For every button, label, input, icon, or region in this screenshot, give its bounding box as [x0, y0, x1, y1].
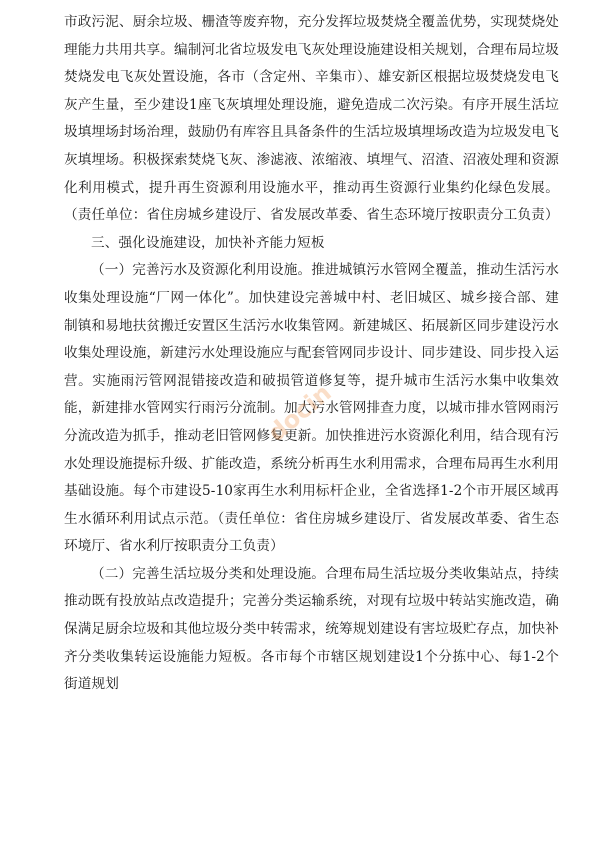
section-heading: 三、强化设施建设，加快补齐能力短板 [91, 234, 325, 251]
paragraph-garbage-facilities: （二）完善生活垃圾分类和处理设施。合理布局生活垃圾分类收集站点，持续推动既有投放站点改造提升；完善分类运输系统，对现有垃圾中转站实施改造，确保满足厨余垃圾和其他垃圾分类中转需求，统筹规划建设有害垃圾贮存点，加快补齐分类收集转运设施能力短板。各市每个市辖区规划建设1个分拣中心、每1-2个街道规划 [64, 565, 559, 693]
paragraph-sewage-facilities: （一）完善污水及资源化利用设施。推进城镇污水管网全覆盖，推动生活污水收集处理设施“厂网一体化”。加快建设完善城中村、老旧城区、城乡接合部、建制镇和易地扶贫搬迁安置区生活污水收集管网。新建城区、拓展新区同步建设污水收集处理设施，新建污水处理设施应与配套管网同步设计、同步建设、同步投入运营。实施雨污管网混错接改造和破损管道修复等，提升城市生活污水集中收集效能，新建排水管网实行雨污分流制。加大污水管网排查力度，以城市排水管网雨污分流改造为抓手，推动老旧管网修复更新。加快推进污水资源化利用，结合现有污水处理设施提标升级、扩能改造，系统分析再生水利用需求，合理布局再生水利用基础设施。每个市建设5-10家再生水利用标杆企业，全省选择1-2个市开展区域再生水循环利用试点示范。（责任单位：省住房城乡建设厅、省发展改革委、省生态环境厅、省水利厅按职责分工负责） [64, 262, 559, 555]
svg-text:docin: docin [262, 378, 337, 448]
paragraph-continuation: 市政污泥、厨余垃圾、栅渣等废弃物，充分发挥垃圾焚烧全覆盖优势，实现焚烧处理能力共用共享。编制河北省垃圾发电飞灰处理设施建设相关规划，合理布局垃圾焚烧发电飞灰处置设施，各市（含定州、辛集市）、雄安新区根据垃圾焚烧发电飞灰产生量，至少建设1座飞灰填埋处理设施，避免造成二次污染。有序开展生活垃圾填埋场封场治理，鼓励仍有库容且具备条件的生活垃圾填埋场改造为垃圾发电飞灰填埋场。积极探索焚烧飞灰、渗滤液、浓缩液、填埋气、沼渣、沼液处理和资源化利用模式，提升再生资源利用设施水平，推动再生资源行业集约化绿色发展。（责任单位：省住房城乡建设厅、省发展改革委、省生态环境厅按职责分工负责） [64, 14, 559, 224]
